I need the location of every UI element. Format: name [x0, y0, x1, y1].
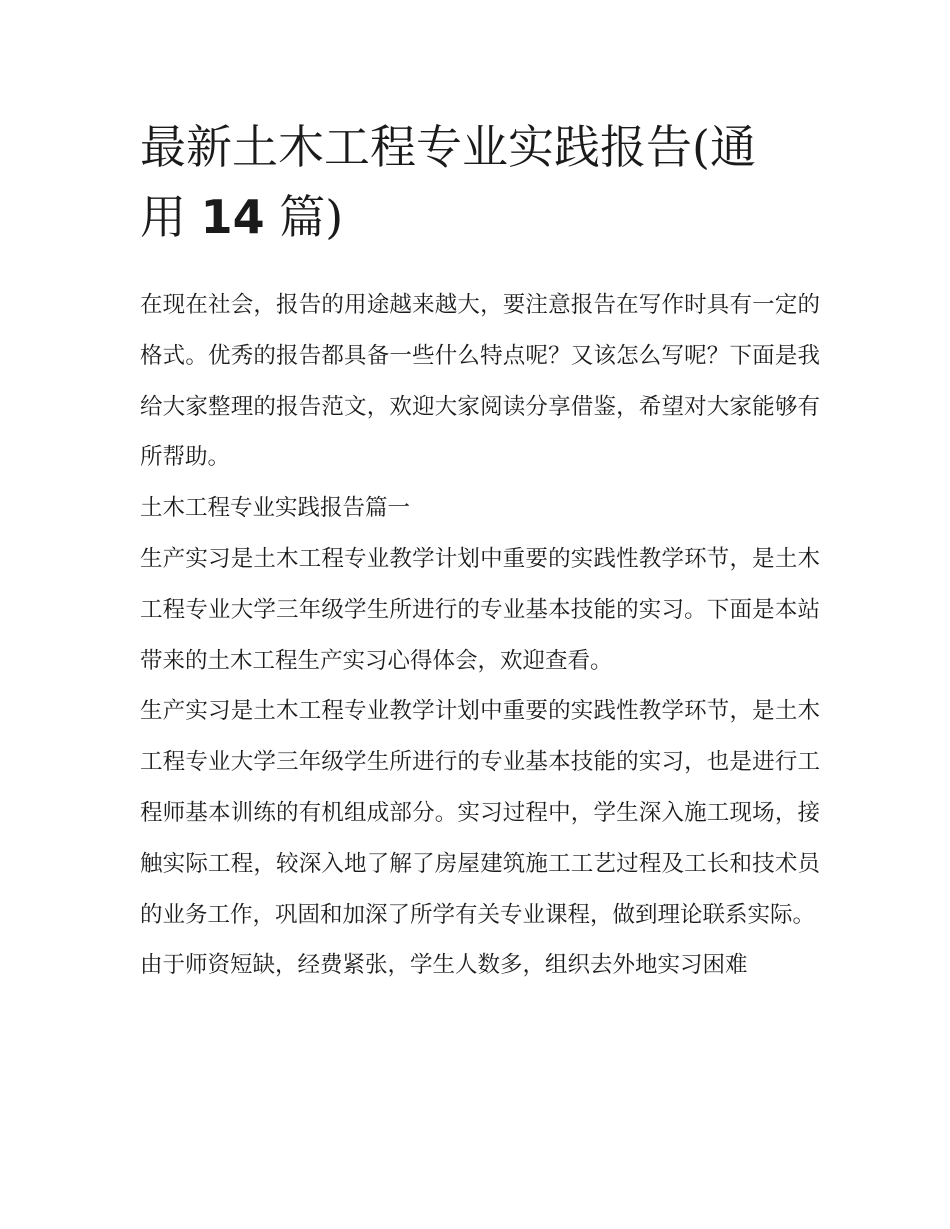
title-text-part2: 篇) [264, 190, 344, 244]
intro-paragraph: 在现在社会，报告的用途越来越大，要注意报告在写作时具有一定的格式。优秀的报告都具备一些什么特点呢？又该怎么写呢？下面是我给大家整理的报告范文，欢迎大家阅读分享借鉴，希望对大家能够有所帮助。 [140, 292, 820, 471]
body-paragraph-1: 生产实习是土木工程专业教学计划中重要的实践性教学环节，是土木工程专业大学三年级学生所进行的专业基本技能的实习。下面是本站带来的土木工程生产实习心得体会，欢迎查看。 [140, 545, 820, 674]
document-title [140, 112, 820, 252]
body-paragraph-3: 由于师资短缺，经费紧张，学生人数多，组织去外地实习困难 [140, 952, 748, 979]
title-prefix-yong: 用 [140, 190, 201, 244]
title-number: 14 [200, 190, 265, 244]
section-heading: 土木工程专业实践报告篇一 [140, 495, 411, 522]
document-body [140, 280, 820, 991]
body-paragraph-2: 生产实习是土木工程专业教学计划中重要的实践性教学环节，是土木工程专业大学三年级学生所进行的专业基本技能的实习，也是进行工程师基本训练的有机组成部分。实习过程中，学生深入施工现场，接触实际工程，较深入地了解了房屋建筑施工工艺过程及工长和技术员的业务工作，巩固和加深了所学有关专业课程，做到理论联系实际。 [140, 698, 820, 928]
title-text-part1: 最新土木工程专业实践报告(通 [140, 120, 756, 174]
